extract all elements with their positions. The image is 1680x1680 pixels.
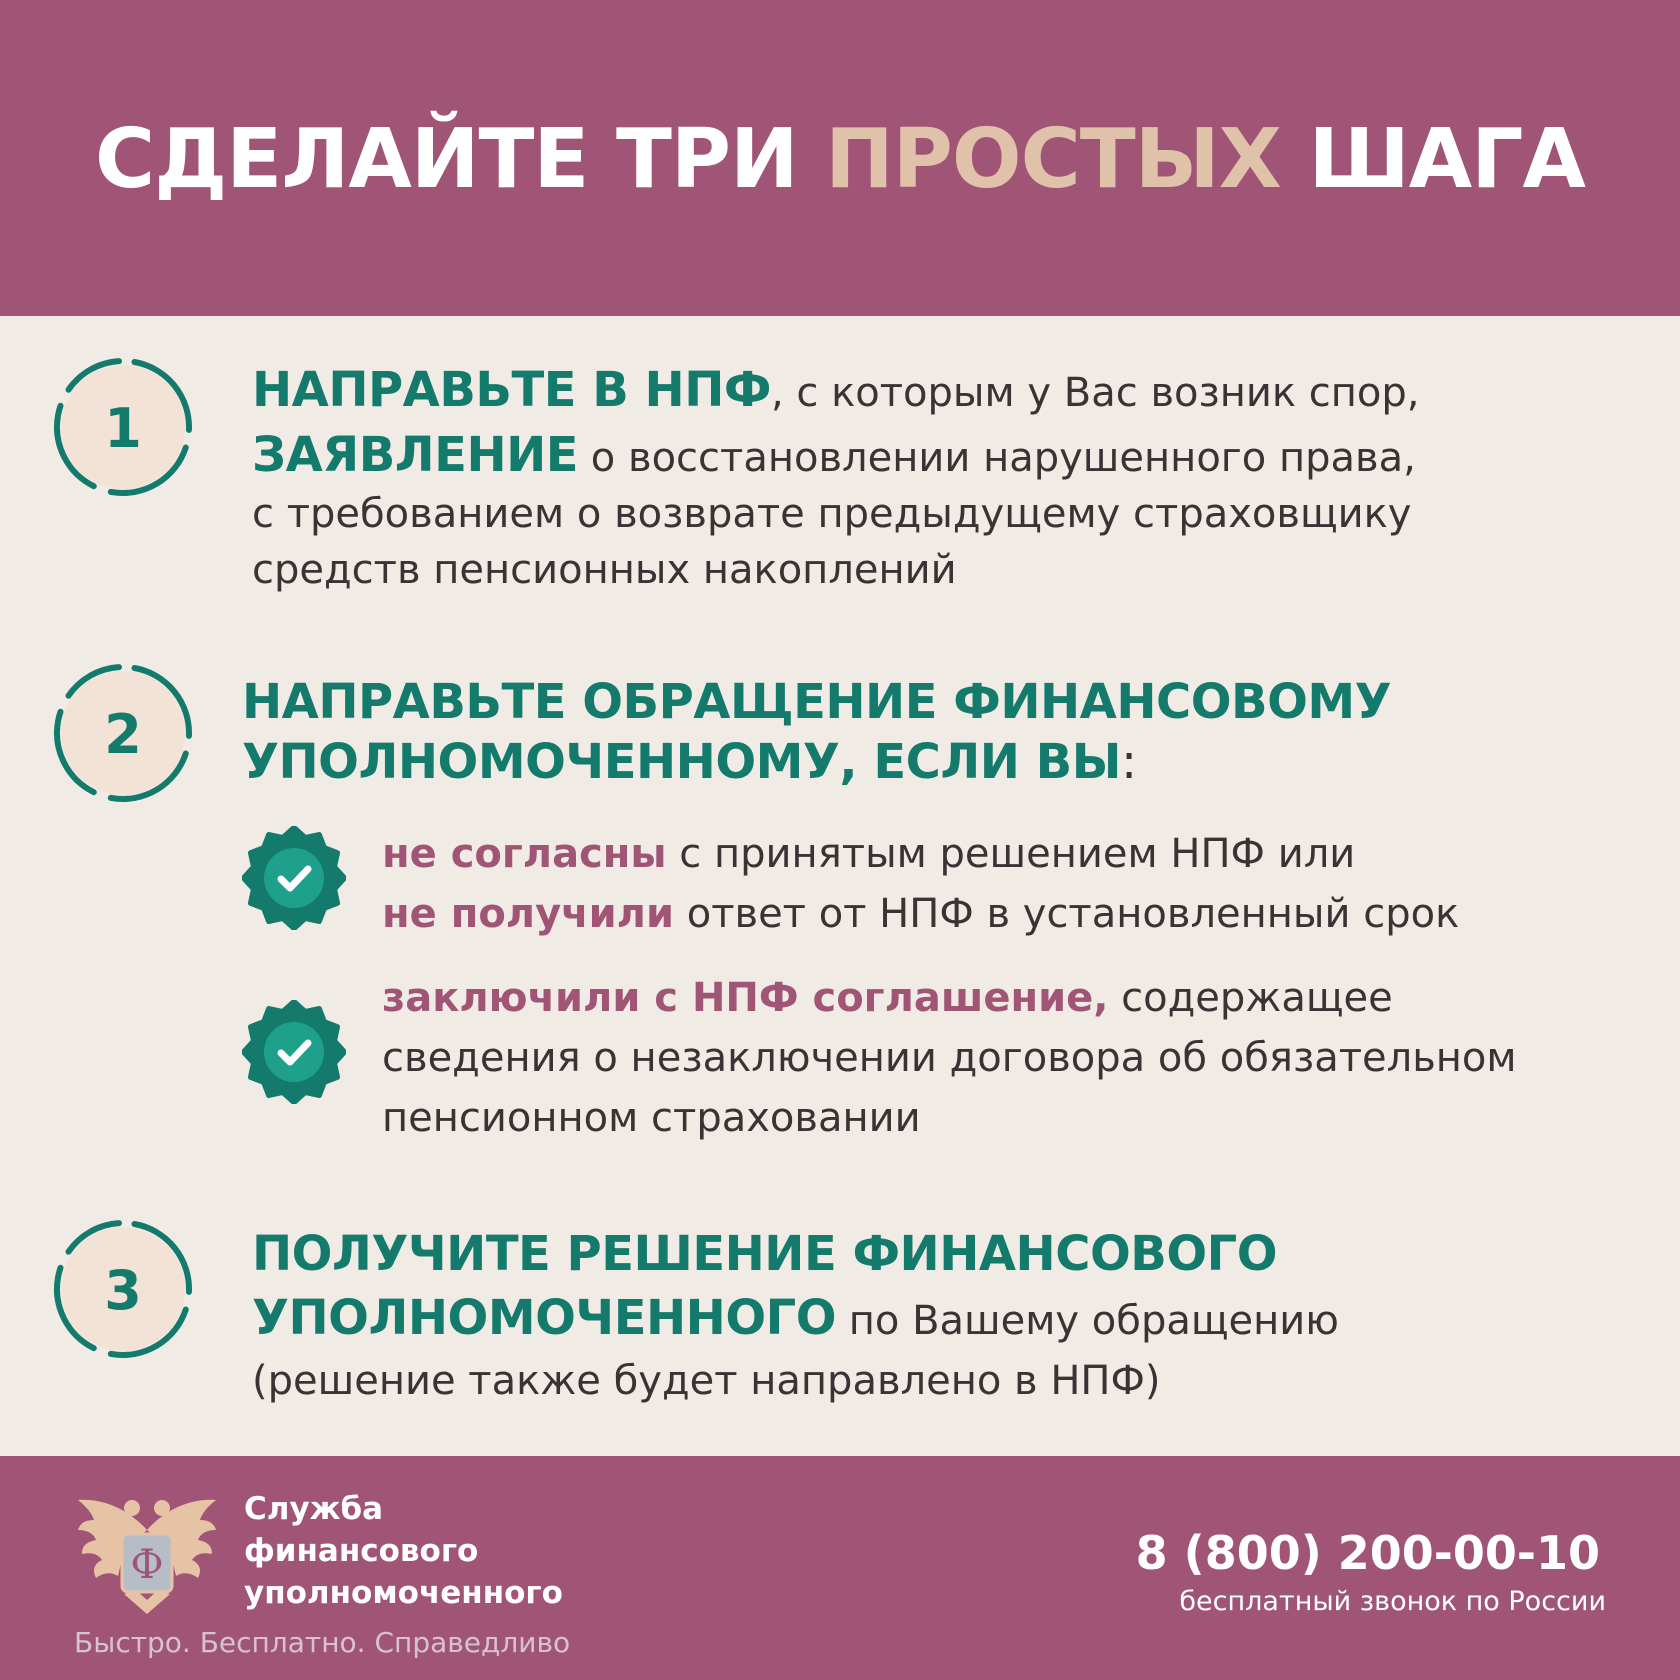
org-name-line-2: финансового — [244, 1533, 479, 1569]
phone-note: бесплатный звонок по России — [1179, 1586, 1606, 1617]
step-1-rest-1: , с которым у Вас возник спор, — [770, 370, 1420, 416]
step-2-heading-line-1: НАПРАВЬТЕ ОБРАЩЕНИЕ ФИНАНСОВОМУ — [242, 674, 1392, 730]
check-badge-icon — [242, 826, 346, 930]
bullet-1-text — [382, 824, 1459, 944]
step-2-number-icon — [48, 658, 198, 808]
step-2-heading-line-2: УПОЛНОМОЧЕННОМУ, ЕСЛИ ВЫ — [242, 734, 1121, 790]
check-badge-icon — [242, 1000, 346, 1104]
step-1-number-icon — [48, 352, 198, 502]
step-3-number-icon — [48, 1214, 198, 1364]
step-3-bold-1: ПОЛУЧИТЕ РЕШЕНИЕ ФИНАНСОВОГО — [252, 1226, 1278, 1282]
title-accent: ПРОСТЫХ — [825, 112, 1281, 207]
step-2-number: 2 — [104, 703, 142, 766]
step-1-line-4: средств пенсионных накоплений — [252, 547, 957, 593]
step-1-rest-2: о восстановлении нарушенного права, — [578, 435, 1416, 481]
bullet-2-line-3: пенсионном страховании — [382, 1095, 921, 1141]
double-headed-eagle-logo-icon — [74, 1490, 220, 1620]
step-1-text — [252, 362, 1420, 598]
step-1-number: 1 — [104, 397, 142, 460]
step-2-heading-colon: : — [1120, 734, 1137, 790]
step-3-rest-2: по Вашему обращению — [836, 1298, 1339, 1344]
org-name-line-3: уполномоченного — [244, 1575, 563, 1611]
step-3-number: 3 — [104, 1259, 142, 1322]
bullet-2-text — [382, 968, 1517, 1148]
page-title — [0, 112, 1680, 207]
emblem-letter: Ф — [130, 1542, 164, 1588]
org-name-line-1: Служба — [244, 1491, 384, 1527]
bullet-1-bold-2: не получили — [382, 891, 674, 937]
step-3-line-3: (решение также будет направлено в НПФ) — [252, 1358, 1161, 1404]
bullet-2-rest-1: содержащее — [1108, 975, 1393, 1021]
step-1-bold-2: ЗАЯВЛЕНИЕ — [252, 427, 579, 483]
footer-banner — [0, 1456, 1680, 1680]
bullet-1-rest-1: с принятым решением НПФ или — [666, 831, 1356, 877]
bullet-2-line-2: сведения о незаключении договора об обязательном — [382, 1035, 1517, 1081]
org-name — [244, 1488, 563, 1614]
bullet-1-bold-1: не согласны — [382, 831, 667, 877]
phone-number[interactable]: 8 (800) 200-00-10 — [1135, 1526, 1600, 1580]
bullet-1-rest-2: ответ от НПФ в установленный срок — [674, 891, 1460, 937]
slogan: Быстро. Бесплатно. Справедливо — [74, 1626, 571, 1659]
bullet-2-bold-1: заключили с НПФ соглашение, — [382, 975, 1109, 1021]
title-part2: ШАГА — [1280, 112, 1585, 207]
step-3-text — [252, 1222, 1339, 1409]
step-1-line-3: с требованием о возврате предыдущему страховщику — [252, 491, 1412, 537]
step-1-bold-1: НАПРАВЬТЕ В НПФ — [252, 362, 771, 418]
step-3-bold-2: УПОЛНОМОЧЕННОГО — [252, 1290, 837, 1346]
title-part1: СДЕЛАЙТЕ ТРИ — [95, 112, 826, 207]
step-2-heading — [242, 672, 1391, 792]
header-banner — [0, 0, 1680, 316]
